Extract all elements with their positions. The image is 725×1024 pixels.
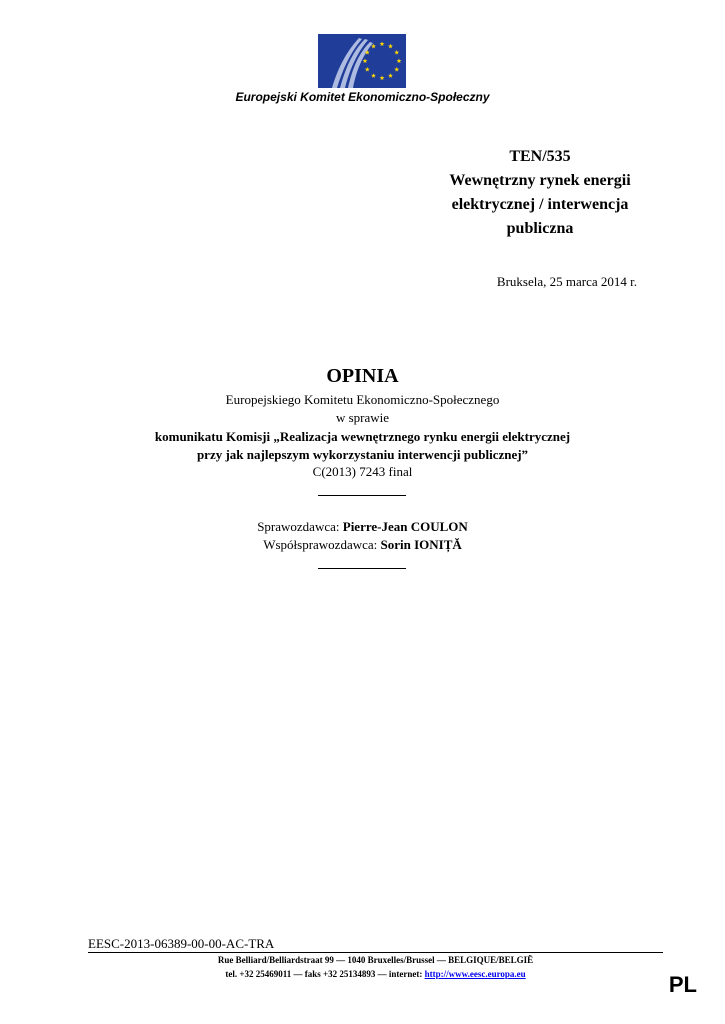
corapporteur-line bbox=[0, 536, 725, 553]
document-reference bbox=[420, 145, 660, 241]
rapporteur-name: Pierre-Jean COULON bbox=[342, 519, 468, 534]
website-link[interactable]: http://www.eesc.europa.eu bbox=[424, 969, 526, 979]
document-date: Bruksela, 25 marca 2014 r. bbox=[496, 274, 637, 289]
rapporteur-label: Sprawozdawca: bbox=[257, 519, 340, 534]
footer-rule bbox=[88, 952, 663, 953]
opinion-about-line: w sprawie bbox=[335, 410, 390, 425]
opinion-subject-line: komunikatu Komisji „Realizacja wewnętrznego rynku energii elektrycznej bbox=[154, 429, 571, 444]
opinion-title: OPINIA bbox=[326, 365, 399, 387]
corapporteur-label: Współsprawozdawca: bbox=[263, 537, 378, 552]
language-code: PL bbox=[668, 972, 697, 997]
opinion-subject-line: przy jak najlepszym wykorzystaniu interwencji publicznej” bbox=[196, 447, 529, 462]
corapporteur-name: Sorin IONIȚĂ bbox=[380, 537, 462, 552]
reference-title-line: publiczna bbox=[506, 220, 574, 237]
rapporteur-line bbox=[0, 518, 725, 535]
commission-document-ref: C(2013) 7243 final bbox=[312, 464, 413, 479]
reference-title-line: elektrycznej / interwencja bbox=[451, 196, 629, 213]
eesc-logo bbox=[318, 34, 406, 88]
organization-name: Europejski Komitet Ekonomiczno-Społeczny bbox=[235, 90, 490, 104]
footer-contact bbox=[88, 969, 663, 979]
footer-document-code: EESC-2013-06389-00-00-AC-TRA bbox=[88, 936, 275, 951]
footer-contact-text: tel. +32 25469011 — faks +32 25134893 — internet: bbox=[225, 969, 423, 979]
footer-address: Rue Belliard/Belliardstraat 99 — 1040 Bruxelles/Brussel — BELGIQUE/BELGIË bbox=[217, 955, 534, 965]
separator-rule bbox=[318, 495, 406, 496]
reference-title-line: Wewnętrzny rynek energii bbox=[449, 172, 631, 189]
opinion-author-line: Europejskiego Komitetu Ekonomiczno-Społecznego bbox=[225, 392, 500, 407]
separator-rule bbox=[318, 568, 406, 569]
reference-code: TEN/535 bbox=[509, 148, 571, 165]
